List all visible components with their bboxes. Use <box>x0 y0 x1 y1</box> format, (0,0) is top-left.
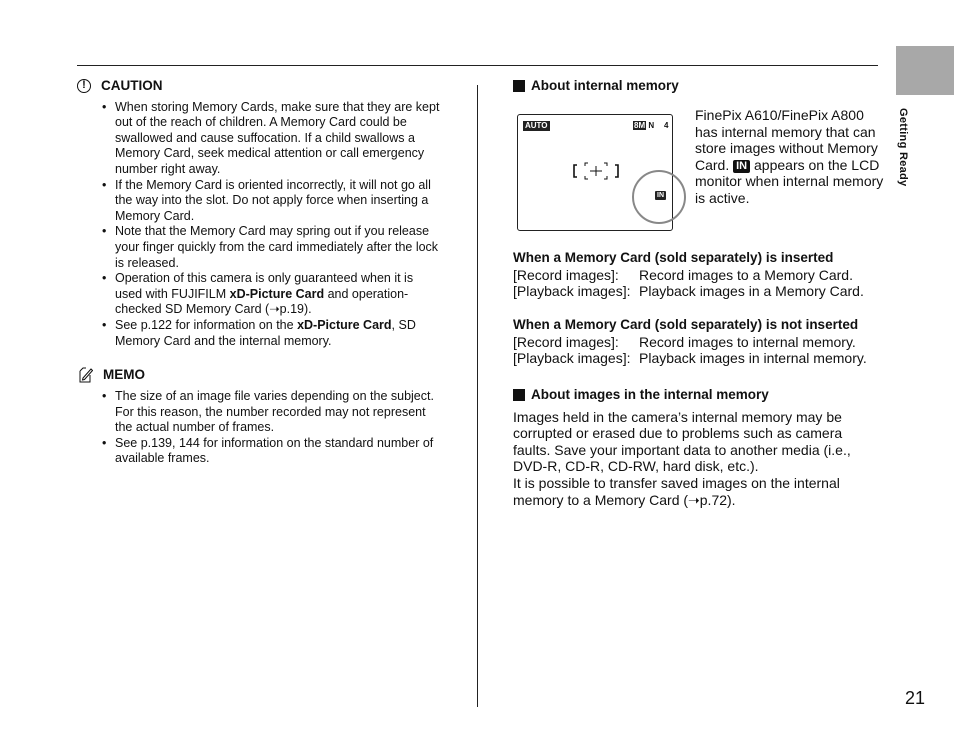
memo-pencil-icon <box>77 367 93 383</box>
af-frame-icon <box>573 161 619 183</box>
inserted-section <box>513 250 888 300</box>
internal-memory-title: About internal memory <box>531 78 679 93</box>
lcd-image-size <box>633 121 654 131</box>
list-item: • See p.139, 144 for information on the standard number of available frames. <box>102 436 442 467</box>
item-text: Operation of this camera is only guaranteed when it is used with FUJIFILM <box>115 271 414 301</box>
highlight-circle <box>632 170 686 224</box>
page-number: 21 <box>905 688 926 708</box>
internal-memory-heading <box>513 78 883 95</box>
not-inserted-section <box>513 317 888 367</box>
table-row <box>513 283 888 300</box>
square-bullet-icon <box>513 389 525 401</box>
top-rule <box>77 65 878 66</box>
list-item <box>102 271 442 318</box>
lcd-quality: N <box>648 121 655 130</box>
not-inserted-title: When a Memory Card (sold separately) is not inserted <box>513 317 859 332</box>
list-item: • The size of an image file varies depending on the subject. For this reason, the number recorded may not represent the actual number of frames. <box>102 389 442 436</box>
lcd-in-icon: IN <box>657 192 664 199</box>
caution-heading <box>77 78 442 94</box>
list-item: • If the Memory Card is oriented incorrectly, it will not go all the way into the slot. Do not apply force when inserting a Memory Card. <box>102 178 442 225</box>
row-value: Playback images in internal memory. <box>639 350 867 367</box>
left-column <box>77 78 442 467</box>
lcd-size-value: 8M <box>634 121 646 130</box>
item-bold: xD-Picture Card <box>229 286 325 301</box>
row-key: [Record images]: <box>513 266 619 283</box>
lcd-frame-count: 4 <box>664 121 669 130</box>
caution-list <box>77 100 442 350</box>
mem-text-pre: FinePix A610/FinePix A800 has internal memory that can store images without Memory Card. <box>695 107 878 173</box>
side-label-text: Getting Ready <box>897 108 909 187</box>
memo-heading <box>77 367 442 383</box>
mem-text-post: appears on the LCD monitor when internal memory is active. <box>695 156 884 206</box>
square-bullet-icon <box>513 80 525 92</box>
row-value: Playback images in a Memory Card. <box>639 283 864 300</box>
row-value: Record images to internal memory. <box>639 333 856 350</box>
row-key: [Playback images]: <box>513 283 631 300</box>
row-key: [Record images]: <box>513 333 619 350</box>
row-value: Record images to a Memory Card. <box>639 266 853 283</box>
memo-list <box>77 389 442 467</box>
internal-memory-text <box>695 107 885 207</box>
section-tab <box>896 46 954 95</box>
row-key: [Playback images]: <box>513 350 631 367</box>
about-images-section <box>513 387 881 508</box>
exclamation-icon: ! <box>77 79 91 93</box>
item-bold: xD-Picture Card <box>297 317 392 332</box>
list-item: • When storing Memory Cards, make sure that they are kept out of the reach of children. A Memory Card could be swallowed and cause suffocation. If a child swallows a Memory Card, seek medical attention or call emergency number right away. <box>102 100 442 178</box>
memo-title: MEMO <box>103 367 145 383</box>
inserted-title: When a Memory Card (sold separately) is inserted <box>513 250 834 265</box>
table-row <box>513 267 888 284</box>
table-row <box>513 334 888 351</box>
about-images-p2: It is possible to transfer saved images on the internal memory to a Memory Card (➝p.72). <box>513 474 840 508</box>
about-images-title: About images in the internal memory <box>531 387 769 402</box>
memo-section <box>77 367 442 467</box>
item-text: See p.122 for information on the <box>115 317 298 332</box>
item-text: , SD Memory Card and the internal memory. <box>115 317 416 348</box>
column-divider <box>477 85 478 707</box>
about-images-p1: Images held in the camera’s internal memory may be corrupted or erased due to problems such as camera faults. Save your important data to another media (i.e., DVD-R, CD-R, CD-RW, hard disk, etc.). <box>513 408 851 475</box>
caution-title: CAUTION <box>101 78 163 93</box>
list-item <box>102 318 442 349</box>
table-row <box>513 350 888 367</box>
item-text: and operation-checked SD Memory Card (➝p.19). <box>115 286 409 317</box>
list-item: • Note that the Memory Card may spring out if you release your finger quickly from the card immediately after the lock is released. <box>102 224 442 271</box>
in-badge-icon: IN <box>733 160 750 173</box>
lcd-auto-mode: AUTO <box>525 121 548 130</box>
